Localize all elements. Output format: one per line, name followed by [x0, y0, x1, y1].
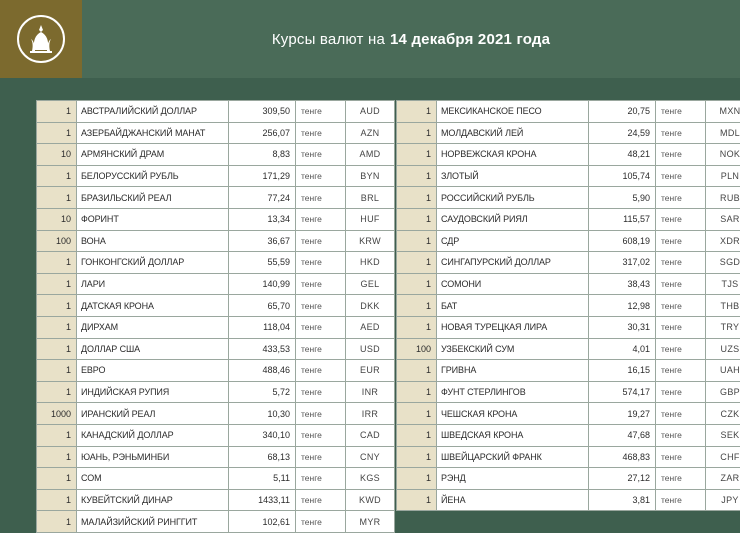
- currency-code: BYN: [346, 165, 395, 187]
- left-strip: [0, 78, 18, 522]
- table-row: [397, 338, 740, 360]
- page-header: [0, 0, 740, 78]
- currency-code: UAH: [706, 360, 740, 382]
- currency-quantity: 1: [397, 468, 437, 490]
- currency-rate: 171,29: [229, 165, 296, 187]
- currency-unit: тенге: [656, 101, 706, 123]
- currency-name: ИНДИЙСКАЯ РУПИЯ: [77, 381, 229, 403]
- table-row: [37, 468, 395, 490]
- currency-name: НОВАЯ ТУРЕЦКАЯ ЛИРА: [437, 316, 589, 338]
- currency-quantity: 1: [397, 230, 437, 252]
- currency-unit: тенге: [656, 273, 706, 295]
- table-row: [397, 489, 740, 511]
- currency-code: CZK: [706, 403, 740, 425]
- currency-table-left-body: [37, 101, 395, 533]
- table-row: [37, 101, 395, 123]
- table-row: [37, 338, 395, 360]
- table-row: [397, 446, 740, 468]
- currency-quantity: 1: [37, 295, 77, 317]
- currency-unit: тенге: [296, 273, 346, 295]
- currency-rate: 115,57: [589, 208, 656, 230]
- currency-unit: тенге: [656, 165, 706, 187]
- table-row: [37, 165, 395, 187]
- currency-code: GEL: [346, 273, 395, 295]
- currency-quantity: 1: [397, 144, 437, 166]
- currency-code: INR: [346, 381, 395, 403]
- currency-unit: тенге: [296, 208, 346, 230]
- currency-quantity: 1: [37, 468, 77, 490]
- currency-quantity: 1: [37, 122, 77, 144]
- currency-quantity: 1: [37, 338, 77, 360]
- currency-code: AUD: [346, 101, 395, 123]
- currency-quantity: 1: [37, 489, 77, 511]
- currency-name: ГРИВНА: [437, 360, 589, 382]
- currency-unit: тенге: [296, 403, 346, 425]
- currency-quantity: 1: [397, 295, 437, 317]
- currency-unit: тенге: [656, 424, 706, 446]
- currency-name: СОМОНИ: [437, 273, 589, 295]
- currency-rate: 55,59: [229, 252, 296, 274]
- table-row: [397, 230, 740, 252]
- currency-quantity: 10: [37, 144, 77, 166]
- currency-code: CNY: [346, 446, 395, 468]
- currency-rate: 24,59: [589, 122, 656, 144]
- currency-name: ШВЕЙЦАРСКИЙ ФРАНК: [437, 446, 589, 468]
- currency-unit: тенге: [656, 360, 706, 382]
- currency-rate: 340,10: [229, 424, 296, 446]
- currency-name: ФУНТ СТЕРЛИНГОВ: [437, 381, 589, 403]
- currency-rate: 488,46: [229, 360, 296, 382]
- currency-name: КУВЕЙТСКИЙ ДИНАР: [77, 489, 229, 511]
- table-row: [397, 252, 740, 274]
- currency-rate: 47,68: [589, 424, 656, 446]
- currency-quantity: 1: [37, 381, 77, 403]
- currency-unit: тенге: [296, 489, 346, 511]
- currency-table-right-grid: [396, 100, 740, 511]
- currency-code: AED: [346, 316, 395, 338]
- currency-quantity: 1: [37, 316, 77, 338]
- table-row: [37, 208, 395, 230]
- table-row: [37, 424, 395, 446]
- currency-unit: тенге: [296, 360, 346, 382]
- currency-code: ZAR: [706, 468, 740, 490]
- currency-rate: 574,17: [589, 381, 656, 403]
- currency-rate: 36,67: [229, 230, 296, 252]
- currency-unit: тенге: [656, 295, 706, 317]
- currency-rate: 8,83: [229, 144, 296, 166]
- table-row: [37, 360, 395, 382]
- currency-name: ЙЕНА: [437, 489, 589, 511]
- currency-name: ЕВРО: [77, 360, 229, 382]
- currency-name: РЭНД: [437, 468, 589, 490]
- table-row: [397, 101, 740, 123]
- currency-code: AZN: [346, 122, 395, 144]
- currency-name: РОССИЙСКИЙ РУБЛЬ: [437, 187, 589, 209]
- currency-code: CHF: [706, 446, 740, 468]
- currency-unit: тенге: [296, 165, 346, 187]
- table-row: [37, 489, 395, 511]
- page-title-plain: Курсы валют на: [272, 31, 385, 48]
- currency-rate: 309,50: [229, 101, 296, 123]
- currency-unit: тенге: [296, 144, 346, 166]
- currency-name: ЛАРИ: [77, 273, 229, 295]
- currency-quantity: 100: [397, 338, 437, 360]
- currency-name: НОРВЕЖСКАЯ КРОНА: [437, 144, 589, 166]
- currency-unit: тенге: [296, 424, 346, 446]
- currency-code: XDR: [706, 230, 740, 252]
- currency-name: УЗБЕКСКИЙ СУМ: [437, 338, 589, 360]
- currency-code: IRR: [346, 403, 395, 425]
- currency-rate: 19,27: [589, 403, 656, 425]
- table-row: [397, 165, 740, 187]
- currency-name: АВСТРАЛИЙСКИЙ ДОЛЛАР: [77, 101, 229, 123]
- currency-name: СИНГАПУРСКИЙ ДОЛЛАР: [437, 252, 589, 274]
- currency-code: KGS: [346, 468, 395, 490]
- currency-name: ИРАНСКИЙ РЕАЛ: [77, 403, 229, 425]
- currency-rate: 468,83: [589, 446, 656, 468]
- currency-rate: 5,90: [589, 187, 656, 209]
- currency-rate: 5,11: [229, 468, 296, 490]
- currency-name: ЧЕШСКАЯ КРОНА: [437, 403, 589, 425]
- table-row: [37, 252, 395, 274]
- currency-quantity: 1: [397, 424, 437, 446]
- currency-rate: 608,19: [589, 230, 656, 252]
- currency-code: SAR: [706, 208, 740, 230]
- currency-rate: 3,81: [589, 489, 656, 511]
- currency-table-right-body: [397, 101, 740, 511]
- currency-name: ЗЛОТЫЙ: [437, 165, 589, 187]
- currency-unit: тенге: [296, 187, 346, 209]
- table-row: [397, 208, 740, 230]
- currency-quantity: 1: [397, 165, 437, 187]
- currency-unit: тенге: [656, 403, 706, 425]
- currency-quantity: 1: [397, 187, 437, 209]
- table-row: [397, 144, 740, 166]
- currency-rate: 10,30: [229, 403, 296, 425]
- table-row: [397, 295, 740, 317]
- currency-unit: тенге: [656, 122, 706, 144]
- currency-name: СОМ: [77, 468, 229, 490]
- currency-quantity: 1: [397, 316, 437, 338]
- currency-rate: 48,21: [589, 144, 656, 166]
- currency-code: TRY: [706, 316, 740, 338]
- table-row: [397, 187, 740, 209]
- currency-quantity: 1: [397, 122, 437, 144]
- currency-unit: тенге: [296, 252, 346, 274]
- table-row: [397, 424, 740, 446]
- currency-quantity: 1: [37, 187, 77, 209]
- currency-name: БРАЗИЛЬСКИЙ РЕАЛ: [77, 187, 229, 209]
- currency-name: ДИРХАМ: [77, 316, 229, 338]
- currency-code: KRW: [346, 230, 395, 252]
- currency-quantity: 100: [37, 230, 77, 252]
- currency-name: ЮАНЬ, РЭНЬМИНБИ: [77, 446, 229, 468]
- currency-code: DKK: [346, 295, 395, 317]
- currency-name: ВОНА: [77, 230, 229, 252]
- table-row: [37, 122, 395, 144]
- currency-rate: 77,24: [229, 187, 296, 209]
- currency-quantity: 1: [397, 403, 437, 425]
- currency-name: ДАТСКАЯ КРОНА: [77, 295, 229, 317]
- currency-code: MYR: [346, 511, 395, 533]
- currency-unit: тенге: [656, 187, 706, 209]
- national-bank-emblem-icon: [17, 15, 65, 63]
- currency-code: BRL: [346, 187, 395, 209]
- currency-unit: тенге: [296, 468, 346, 490]
- currency-rate: 433,53: [229, 338, 296, 360]
- table-row: [397, 122, 740, 144]
- currency-rate: 12,98: [589, 295, 656, 317]
- currency-code: JPY: [706, 489, 740, 511]
- currency-rate: 256,07: [229, 122, 296, 144]
- currency-rate: 118,04: [229, 316, 296, 338]
- currency-rate: 38,43: [589, 273, 656, 295]
- table-row: [37, 403, 395, 425]
- currency-name: СДР: [437, 230, 589, 252]
- currency-unit: тенге: [656, 230, 706, 252]
- currency-code: SEK: [706, 424, 740, 446]
- currency-unit: тенге: [656, 316, 706, 338]
- currency-code: EUR: [346, 360, 395, 382]
- currency-quantity: 1: [37, 511, 77, 533]
- currency-code: UZS: [706, 338, 740, 360]
- currency-name: ФОРИНТ: [77, 208, 229, 230]
- currency-unit: тенге: [296, 101, 346, 123]
- currency-quantity: 1: [37, 273, 77, 295]
- currency-code: KWD: [346, 489, 395, 511]
- table-row: [397, 403, 740, 425]
- currency-unit: тенге: [296, 316, 346, 338]
- currency-name: АЗЕРБАЙДЖАНСКИЙ МАНАТ: [77, 122, 229, 144]
- currency-rate: 105,74: [589, 165, 656, 187]
- currency-name: МАЛАЙЗИЙСКИЙ РИНГГИТ: [77, 511, 229, 533]
- currency-name: САУДОВСКИЙ РИЯЛ: [437, 208, 589, 230]
- table-row: [37, 316, 395, 338]
- currency-unit: тенге: [656, 144, 706, 166]
- currency-unit: тенге: [656, 446, 706, 468]
- currency-rate: 4,01: [589, 338, 656, 360]
- currency-rate: 65,70: [229, 295, 296, 317]
- currency-unit: тенге: [296, 122, 346, 144]
- currency-name: МОЛДАВСКИЙ ЛЕЙ: [437, 122, 589, 144]
- currency-table-right: [396, 100, 714, 511]
- currency-rate: 5,72: [229, 381, 296, 403]
- currency-quantity: 1: [397, 446, 437, 468]
- currency-code: GBP: [706, 381, 740, 403]
- currency-name: БЕЛОРУССКИЙ РУБЛЬ: [77, 165, 229, 187]
- table-row: [37, 144, 395, 166]
- currency-code: HUF: [346, 208, 395, 230]
- currency-unit: тенге: [296, 381, 346, 403]
- currency-quantity: 1: [37, 252, 77, 274]
- currency-table-left-grid: [36, 100, 395, 533]
- currency-code: HKD: [346, 252, 395, 274]
- currency-code: MXN: [706, 101, 740, 123]
- currency-quantity: 1: [397, 252, 437, 274]
- page-title-date: 14 декабря 2021 года: [390, 31, 550, 48]
- currency-quantity: 1: [37, 424, 77, 446]
- currency-code: AMD: [346, 144, 395, 166]
- currency-unit: тенге: [656, 381, 706, 403]
- table-row: [37, 187, 395, 209]
- currency-code: THB: [706, 295, 740, 317]
- currency-name: КАНАДСКИЙ ДОЛЛАР: [77, 424, 229, 446]
- currency-table-left: [36, 100, 354, 533]
- currency-unit: тенге: [296, 511, 346, 533]
- currency-name: БАТ: [437, 295, 589, 317]
- table-row: [37, 273, 395, 295]
- currency-quantity: 1: [37, 165, 77, 187]
- currency-rate: 20,75: [589, 101, 656, 123]
- currency-rate: 140,99: [229, 273, 296, 295]
- currency-rate: 1433,11: [229, 489, 296, 511]
- currency-name: ДОЛЛАР США: [77, 338, 229, 360]
- currency-name: АРМЯНСКИЙ ДРАМ: [77, 144, 229, 166]
- currency-code: PLN: [706, 165, 740, 187]
- currency-unit: тенге: [656, 489, 706, 511]
- currency-unit: тенге: [296, 295, 346, 317]
- currency-quantity: 1: [397, 360, 437, 382]
- currency-quantity: 1: [37, 101, 77, 123]
- currency-quantity: 1: [37, 446, 77, 468]
- currency-rate: 102,61: [229, 511, 296, 533]
- currency-code: TJS: [706, 273, 740, 295]
- currency-code: CAD: [346, 424, 395, 446]
- currency-rate: 68,13: [229, 446, 296, 468]
- currency-rate: 16,15: [589, 360, 656, 382]
- currency-code: USD: [346, 338, 395, 360]
- table-row: [37, 381, 395, 403]
- currency-code: NOK: [706, 144, 740, 166]
- currency-unit: тенге: [296, 338, 346, 360]
- currency-quantity: 1: [397, 208, 437, 230]
- currency-unit: тенге: [296, 446, 346, 468]
- currency-name: ШВЕДСКАЯ КРОНА: [437, 424, 589, 446]
- currency-unit: тенге: [656, 338, 706, 360]
- currency-name: ГОНКОНГСКИЙ ДОЛЛАР: [77, 252, 229, 274]
- logo-block: [0, 0, 82, 78]
- currency-quantity: 1: [397, 489, 437, 511]
- currency-unit: тенге: [656, 252, 706, 274]
- table-row: [397, 316, 740, 338]
- table-row: [37, 295, 395, 317]
- table-row: [37, 446, 395, 468]
- page-title: [82, 0, 740, 78]
- currency-quantity: 1: [397, 381, 437, 403]
- currency-quantity: 10: [37, 208, 77, 230]
- currency-code: SGD: [706, 252, 740, 274]
- table-row: [397, 360, 740, 382]
- currency-quantity: 1: [397, 101, 437, 123]
- currency-unit: тенге: [656, 468, 706, 490]
- currency-unit: тенге: [296, 230, 346, 252]
- currency-code: MDL: [706, 122, 740, 144]
- currency-rate: 30,31: [589, 316, 656, 338]
- table-row: [397, 468, 740, 490]
- currency-quantity: 1000: [37, 403, 77, 425]
- currency-code: RUB: [706, 187, 740, 209]
- table-row: [37, 230, 395, 252]
- table-row: [397, 381, 740, 403]
- currency-name: МЕКСИКАНСКОЕ ПЕСО: [437, 101, 589, 123]
- currency-rate: 27,12: [589, 468, 656, 490]
- currency-quantity: 1: [37, 360, 77, 382]
- table-row: [397, 273, 740, 295]
- currency-quantity: 1: [397, 273, 437, 295]
- currency-rate: 317,02: [589, 252, 656, 274]
- currency-unit: тенге: [656, 208, 706, 230]
- currency-rate: 13,34: [229, 208, 296, 230]
